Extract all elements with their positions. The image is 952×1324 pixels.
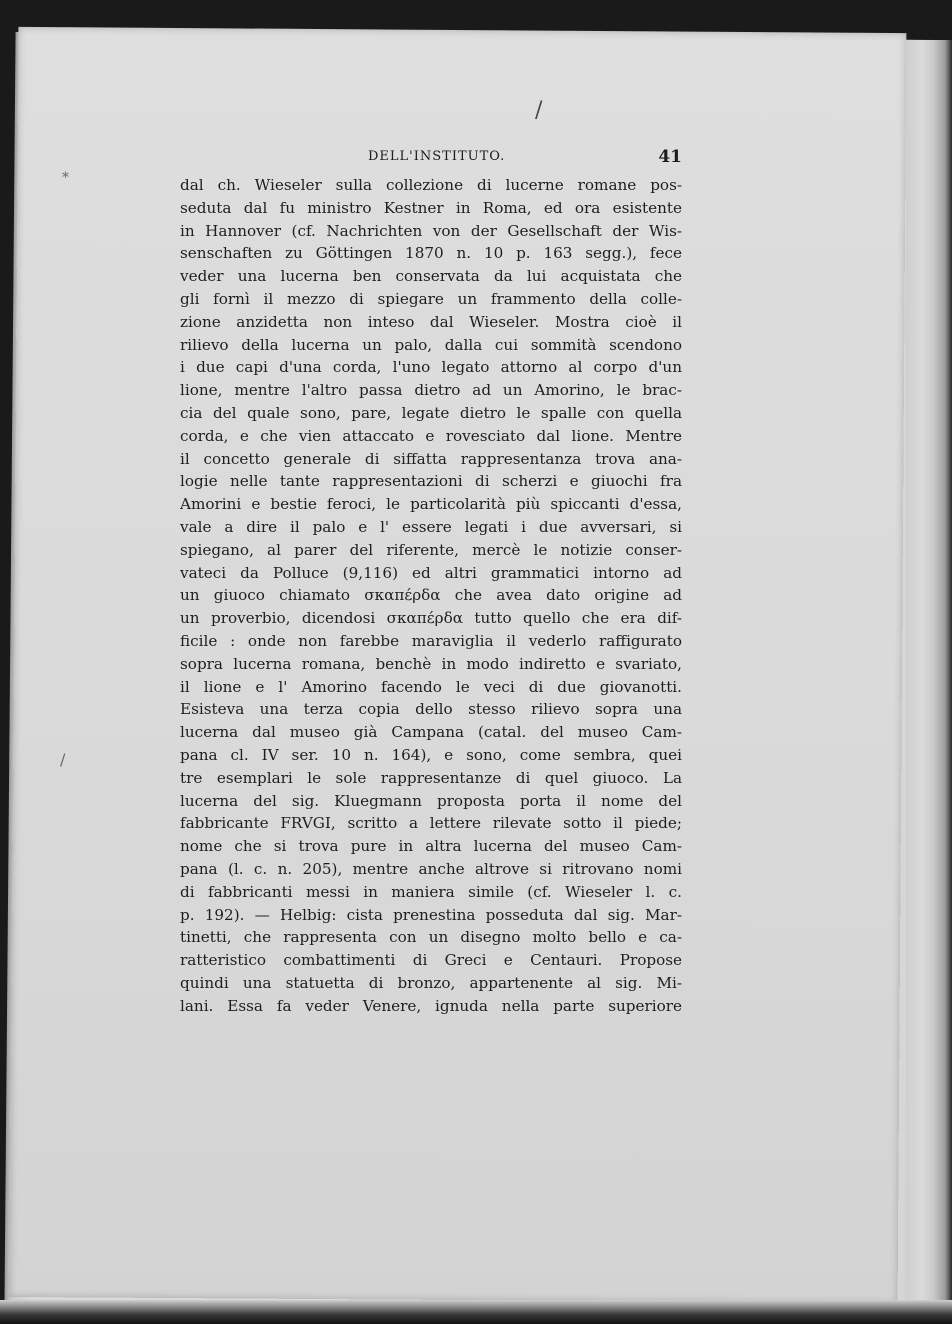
running-header-title: DELL'INSTITUTO.	[368, 149, 506, 164]
text-line: il lione e l' Amorino facendo le veci di due giovanotti.	[180, 677, 682, 696]
text-line: pana (l. c. n. 205), mentre anche altrove si ritrovano nomi	[180, 859, 682, 878]
text-line: logie nelle tante rappresentazioni di scherzi e giuochi fra	[180, 472, 682, 491]
text-line: seduta dal fu ministro Kestner in Roma, ed ora esistente	[180, 198, 682, 217]
margin-mark: /	[60, 750, 66, 769]
text-line: corda, e che vien attaccato e rovesciato dal lione. Mentre	[180, 426, 682, 445]
text-line: spiegano, al parer del riferente, mercè le notizie conser-	[180, 540, 682, 559]
text-line: vateci da Polluce (9,116) ed altri grammatici intorno ad	[180, 563, 682, 582]
text-line: p. 192). — Helbig: cista prenestina posseduta dal sig. Mar-	[180, 905, 682, 924]
text-line: Esisteva una terza copia dello stesso rilievo sopra una	[180, 700, 682, 719]
text-line: vale a dire il palo e l' essere legati i due avversari, si	[180, 517, 682, 536]
text-line: ficile : onde non farebbe maraviglia il vederlo raffigurato	[180, 631, 682, 650]
text-line: un proverbio, dicendosi σκαπέρδα tutto quello che era dif-	[180, 609, 682, 628]
page-edge-right	[906, 40, 952, 1310]
text-line: Amorini e bestie feroci, le particolarità più spiccanti d'essa,	[180, 495, 682, 514]
text-line: il concetto generale di siffatta rappresentanza trova ana-	[180, 449, 682, 468]
text-line: cia del quale sono, pare, legate dietro le spalle con quella	[180, 403, 682, 422]
text-line: senschaften zu Göttingen 1870 n. 10 p. 163 segg.), fece	[180, 244, 682, 263]
text-line: fabbricante FRVGI, scritto a lettere rilevate sotto il piede;	[180, 814, 682, 833]
text-line: tinetti, che rappresenta con un disegno molto bello e ca-	[180, 928, 682, 947]
text-line: tre esemplari le sole rappresentanze di quel giuoco. La	[180, 768, 682, 787]
text-line: di fabbricanti messi in maniera simile (cf. Wieseler l. c.	[180, 882, 682, 901]
body-text	[180, 174, 682, 1017]
text-line: sopra lucerna romana, benchè in modo indiretto e svariato,	[180, 654, 682, 673]
text-line: nome che si trova pure in altra lucerna del museo Cam-	[180, 837, 682, 856]
text-line: gli fornì il mezzo di spiegare un frammento della colle-	[180, 289, 682, 308]
text-line: un giuoco chiamato σκαπέρδα che avea dato origine ad	[180, 586, 682, 605]
page-number: 41	[658, 147, 682, 167]
ink-mark: /	[535, 98, 543, 123]
running-header	[180, 148, 682, 168]
text-line: in Hannover (cf. Nachrichten von der Gesellschaft der Wis-	[180, 221, 682, 240]
text-line: lucerna dal museo già Campana (catal. del museo Cam-	[180, 723, 682, 742]
text-line: zione anzidetta non inteso dal Wieseler. Mostra cioè il	[180, 312, 682, 331]
text-line: lione, mentre l'altro passa dietro ad un Amorino, le brac-	[180, 381, 682, 400]
margin-mark: *	[62, 170, 69, 186]
text-line: dal ch. Wieseler sulla collezione di lucerne romane pos-	[180, 176, 682, 194]
text-line: i due capi d'una corda, l'uno legato attorno al corpo d'un	[180, 358, 682, 377]
text-line: lucerna del sig. Kluegmann proposta porta il nome del	[180, 791, 682, 810]
text-line: pana cl. IV ser. 10 n. 164), e sono, come sembra, quei	[180, 745, 682, 764]
page-edge-bottom	[0, 1300, 952, 1324]
text-line: ratteristico combattimenti di Greci e Centauri. Propose	[180, 951, 682, 970]
text-line: rilievo della lucerna un palo, dalla cui sommità scendono	[180, 335, 682, 354]
text-line: veder una lucerna ben conservata da lui acquistata che	[180, 267, 682, 286]
text-line: lani. Essa fa veder Venere, ignuda nella parte superiore	[180, 996, 682, 1015]
text-line: quindi una statuetta di bronzo, appartenente al sig. Mi-	[180, 973, 682, 992]
